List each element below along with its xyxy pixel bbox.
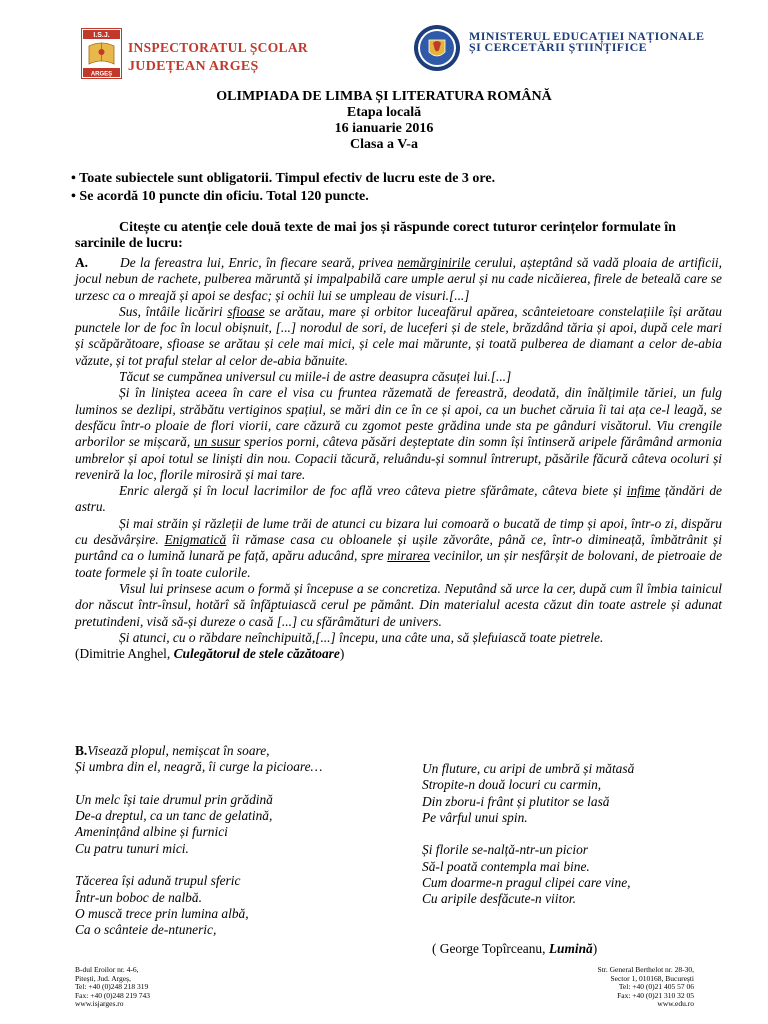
footer-line: Tel: +40 (0)248 218 319 — [75, 982, 149, 991]
footer-line: Fax: +40 (0)248 219 743 — [75, 990, 151, 1000]
poem-line: Cu patru tunuri mici. — [75, 840, 189, 856]
text-span: îi rămase casa cu obloanele și ușile zăvorâte, până ce, într-o dimineață, îmbătrânit și purtând ca o lumină lunară pe față, apăru aducând, spre — [75, 532, 722, 564]
poem-line-text: Visează plopul, nemișcat în soare, — [87, 743, 270, 758]
text-span: Sus, întâile licăriri — [119, 303, 228, 319]
ministry-line1: MINISTERUL EDUCAȚIEI NAȚIONALE — [469, 29, 705, 43]
poem-line: Un melc își taie drumul prin grădină — [75, 791, 273, 807]
footer-line: Tel: +40 (0)21 405 57 06 — [618, 982, 694, 991]
text-a-source — [75, 646, 722, 662]
poem-line: Amenințând albine și furnici — [75, 824, 228, 840]
footer-link[interactable]: www.isjarges.ro — [75, 999, 124, 1008]
text-span: De la fereastra lui, Enric, în fiecare seară, privea — [120, 255, 398, 270]
exam-title — [0, 89, 768, 153]
footer-line: Sector 1, 010168, București — [610, 973, 694, 983]
isj-badge-bottom-text: ARGEȘ — [90, 71, 113, 78]
underlined-word: sfioase — [227, 303, 265, 319]
isj-logo-icon — [81, 28, 122, 79]
poem-stanza — [422, 842, 742, 907]
footer-link[interactable]: www.edu.ro — [657, 999, 694, 1008]
title-line3: 16 ianuarie 2016 — [334, 121, 434, 136]
underlined-word: infime — [626, 483, 661, 499]
poem-line: Din zboru-i frânt și plutitor se lasă — [422, 793, 610, 809]
text-span: Enric alergă și în locul lacrimilor de foc află vreo câteva pietre sfărâmate, câteva biete și — [119, 483, 627, 499]
text-a-paragraph — [75, 483, 722, 516]
footer-isj-address — [75, 966, 150, 1009]
title-line1: OLIMPIADA DE LIMBA ȘI LITERATURA ROMÂNĂ — [216, 89, 552, 104]
source-end: ) — [592, 941, 598, 956]
poem-line: De-a dreptul, ca un tanc de gelatină, — [75, 808, 273, 824]
source-end: ) — [339, 646, 345, 662]
poem-line: Pe vârful unui spin. — [422, 809, 528, 825]
text-b-source — [432, 941, 597, 957]
text-b-left-column — [75, 743, 405, 955]
text-span: vecinilor, un șir nesfârșit de bolovani, de pietroaie de toate formele și în toate culorile. — [75, 548, 723, 580]
footer-line: Fax: +40 (0)21 310 32 05 — [617, 990, 694, 1000]
text-span: cerului, așteptând să vadă ploaia de artificii, jocul nebun de rachete, pulberea măruntă și impalpabilă care umple aerul și nu cade nicăierea, firele de beteală care se urzesc ca o mreajă și apoi se desfac; și ochii lui se umpleau de visuri.[...] — [75, 255, 722, 303]
ministry-name — [469, 31, 704, 53]
text-span: Și mai străin și răzleții de lume trăi de atunci cu bizara lui comoară o bucată de timp și apoi, într-o zi, dispăru cu desăvârșire. — [75, 515, 722, 548]
poem-line: Și florile se-nalță-ntr-un picior — [422, 842, 588, 858]
poem-stanza — [75, 873, 405, 938]
poem-line — [75, 743, 405, 759]
poem-line: Stropite-n două locuri cu carmin, — [422, 777, 602, 793]
poem-line: Și umbra din el, neagră, îi curge la picioare… — [75, 759, 323, 775]
text-span: se arătau, mare și orbitor luceafărul apărea, scânteietoare constelațiile își arătau punctele lor de foc în locul obișnuit, [...] norodul de sori, de luceferi și de stele, brăzdând tăria și apoi, după cele mari și scăpărătoare, sfioase se arătau și cele mai mici, și cele mai mărunte, și toată pulberea de diamant a celor de-abia văzute, și tot praful stelar al celor de-abia bănuite. — [75, 303, 722, 368]
title-line4: Clasa a V-a — [350, 137, 418, 152]
text-a-paragraph — [75, 304, 722, 369]
text-span: sperios porni, câteva păsări deșteptate din somn își întinseră aripele fărâmând armonia umbrelor și apoi totul se liniști din nou. Copacii tăcură, reluându-și somnul întrerupt, păsările făcură câteva ocoluri și reveniră la loc, florile mirosiră și mai tare. — [75, 434, 722, 482]
underlined-word: nemărginirile — [397, 255, 471, 270]
text-b-label: B. — [75, 743, 88, 758]
text-span: Și în liniștea aceea în care el visa cu fruntea răzemată de fereastră, deodată, din înălțimile tăriei, un fulg luminos se dezlipi, străbătu vertiginos spațiul, se mări din ce în ce și apoi, ca un buchet căruia îi tai ața ce-l leagă, se desfăcu într-o ploaie de flori viorii, care căzură cu zgomot peste grădina unde sta pe gânduri visătorul. Viu crengile arborilor se mișcară, — [75, 385, 722, 450]
poem-line: Să-l poată contempla mai bine. — [422, 858, 590, 874]
text-span: țăndări de astru. — [75, 483, 722, 515]
isj-line2: JUDEȚEAN ARGEȘ — [128, 59, 259, 74]
underlined-word: mirarea — [387, 548, 430, 564]
rule-item: • Toate subiectele sunt obligatorii. Timpul efectiv de lucru este de 3 ore. — [71, 171, 496, 186]
isj-line1: INSPECTORATUL ȘCOLAR — [128, 40, 308, 55]
source-title: Lumină — [548, 941, 593, 956]
underlined-word: Enigmatică — [164, 532, 227, 548]
footer-line: B-dul Eroilor nr. 4-6, — [75, 965, 139, 974]
title-line2: Etapa locală — [346, 105, 422, 120]
footer-line: Str. General Berthelot nr. 28-30, — [597, 965, 694, 974]
source-author: (Dimitrie Anghel, — [75, 646, 174, 662]
poem-line: Cu aripile desfăcute-n viitor. — [422, 891, 576, 907]
poem-stanza — [422, 761, 742, 826]
poem-line: O muscă trece prin lumina albă, — [75, 905, 249, 921]
text-a-paragraph: Visul lui prinsese acum o formă și începuse a se concretiza. Neputând să urce la cer, după cum îl îmbia tainicul dor născut într-însul, hotărî să înfăptuiască cerul pe pământ. Din materialul acesta căzut din toate astrele și adunat pretutindeni, visă să-și dureze o casă [...] cu sfărâmături de univers. — [75, 580, 722, 629]
poem-line: Un fluture, cu aripi de umbră și mătasă — [422, 761, 635, 776]
underlined-word: un susur — [194, 434, 241, 450]
footer-line: Pitești, Jud. Argeș, — [75, 973, 131, 983]
text-a — [75, 255, 722, 662]
exam-rules — [71, 170, 495, 206]
source-title: Culegătorul de stele căzătoare — [173, 646, 340, 662]
text-a-label: A. — [75, 255, 89, 270]
source-author: ( George Topîrceanu, — [432, 941, 549, 956]
poem-line: Ca o scânteie de-ntuneric, — [75, 922, 217, 938]
ministry-crest-icon — [413, 24, 461, 72]
instruction: Citește cu atenție cele două texte de mai jos și răspunde corect tuturor cerințelor formulate în sarcinile de lucru: — [75, 220, 676, 251]
poem-line: Tăcerea își adună trupul sferic — [75, 873, 241, 889]
text-a-paragraph: Și atunci, cu o răbdare neînchipuită,[...] începu, una câte una, să șlefuiască toate pietrele. — [119, 629, 604, 645]
poem-line: Cum doarme-n pragul clipei care vine, — [422, 875, 631, 891]
ministry-line2: ȘI CERCETĂRII ȘTIINȚIFICE — [469, 40, 648, 54]
isj-badge-text: I.S.J. — [93, 32, 110, 40]
isj-name — [128, 38, 308, 76]
text-a-paragraph: Tăcut se cumpănea universul cu miile-i de astre deasupra căsuței lui.[...] — [119, 369, 512, 385]
text-a-paragraph — [75, 385, 722, 483]
poem-line: Într-un boboc de nalbă. — [75, 889, 202, 905]
rule-item: • Se acordă 10 puncte din oficiu. Total 120 puncte. — [71, 189, 369, 204]
text-a-paragraph — [75, 255, 722, 304]
text-a-paragraph — [75, 516, 722, 581]
poem-stanza — [75, 743, 405, 776]
text-b-right-column — [422, 761, 742, 924]
poem-stanza — [75, 792, 405, 857]
footer-ministry-address — [598, 966, 694, 1009]
